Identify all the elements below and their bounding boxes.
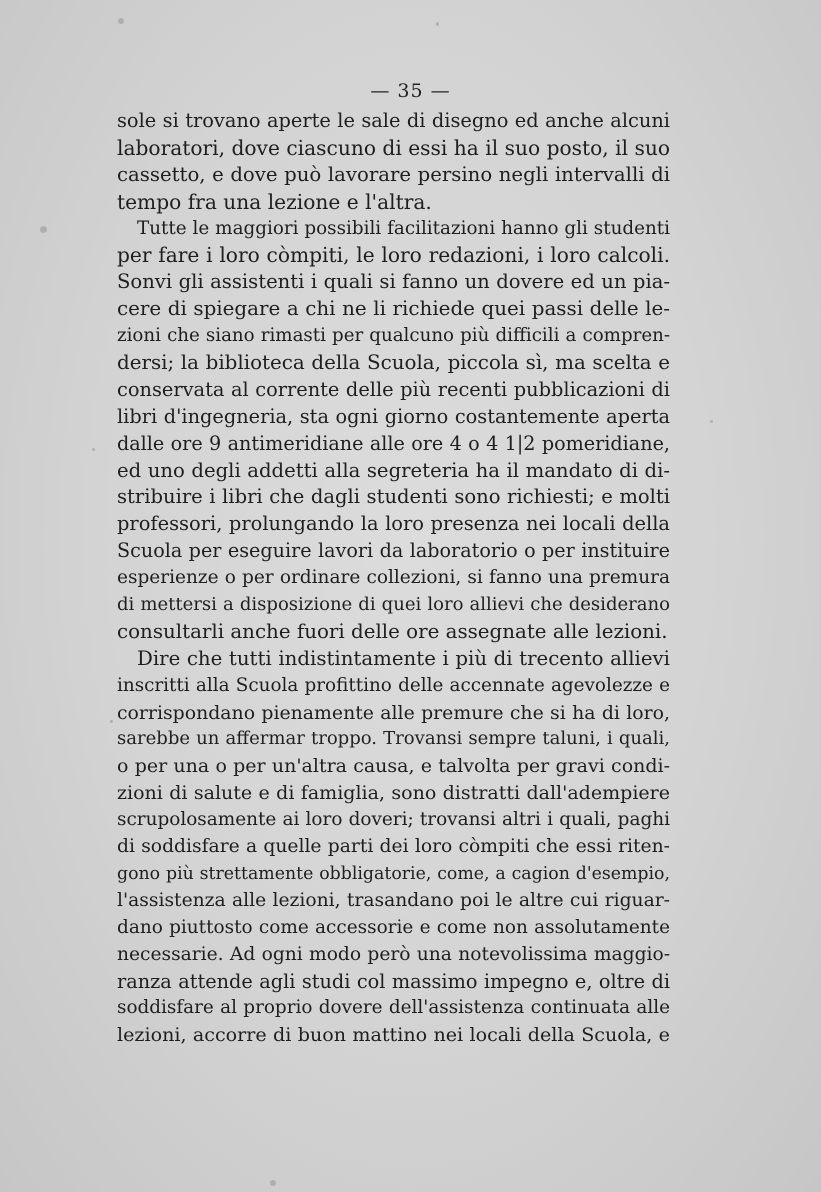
paper-speck [110, 720, 113, 723]
text-line: dersi; la biblioteca della Scuola, piccola sì, ma scelta e [117, 351, 670, 375]
text-line: necessarie. Ad ogni modo però una notevolissima maggio- [117, 943, 670, 965]
text-line: cassetto, e dove può lavorare persino negli intervalli di [117, 162, 670, 186]
text-line: esperienze o per ordinare collezioni, si fanno una premura [117, 567, 670, 589]
text-line: per fare i loro còmpiti, le loro redazioni, i loro calcoli. [117, 243, 670, 268]
text-line: Sonvi gli assistenti i quali si fanno un dovere ed un pia- [117, 270, 670, 294]
paper-speck [92, 448, 95, 451]
text-line: professori, prolungando la loro presenza nei locali della [117, 512, 670, 536]
paper-speck [118, 18, 124, 24]
text-line: l'assistenza alle lezioni, trasandano poi le altre cui riguar- [117, 889, 670, 911]
text-line: Tutte le maggiori possibili facilitazioni hanno gli studenti [137, 217, 670, 239]
text-line: corrispondano pienamente alle premure che si ha di loro, [117, 701, 670, 724]
text-line: o per una o per un'altra causa, e talvolta per gravi condi- [117, 755, 670, 778]
text-line: tempo fra una lezione e l'altra. [117, 189, 432, 214]
text-line: Scuola per eseguire lavori da laboratorio o per instituire [117, 539, 670, 563]
paper-speck [270, 1180, 276, 1186]
paragraph [117, 108, 670, 216]
body-text [117, 108, 670, 1049]
text-line: lezioni, accorre di buon mattino nei locali della Scuola, e [117, 1023, 670, 1047]
paper-speck [436, 22, 439, 26]
text-line: sarebbe un affermar troppo. Trovansi sempre taluni, i quali, [117, 728, 670, 750]
text-line: ranza attende agli studi col massimo impegno e, oltre di [117, 969, 670, 993]
text-line: conservata al corrente delle più recenti pubblicazioni di [117, 377, 670, 401]
text-line: zioni di salute e di famiglia, sono distratti dall'adempiere [117, 782, 670, 805]
text-line: inscritti alla Scuola profittino delle accennate agevolezze e [117, 674, 670, 696]
paragraph [117, 216, 670, 646]
paragraph [117, 646, 670, 1049]
paper-speck [40, 226, 47, 233]
text-line: scrupolosamente ai loro doveri; trovansi altri i quali, paghi [117, 809, 670, 831]
text-line: libri d'ingegneria, sta ogni giorno costantemente aperta [117, 404, 670, 428]
text-line: dalle ore 9 antimeridiane alle ore 4 o 4 1|2 pomeridiane, [117, 431, 670, 455]
text-line: zioni che siano rimasti per qualcuno più difficili a compren- [117, 325, 670, 347]
text-line: gono più strettamente obbligatorie, come, a cagion d'esempio, [117, 863, 670, 884]
text-line: cere di spiegare a chi ne li richiede quei passi delle le- [117, 297, 670, 321]
paper-speck [710, 420, 713, 423]
text-line: ed uno degli addetti alla segreteria ha il mandato di di- [117, 458, 670, 482]
page-number: — 35 — [370, 80, 451, 102]
text-line: soddisfare al proprio dovere dell'assistenza continuata alle [117, 997, 670, 1019]
text-line: sole si trovano aperte le sale di disegno ed anche alcuni [117, 109, 670, 132]
text-line: Dire che tutti indistintamente i più di trecento allievi [137, 646, 670, 670]
text-line: dano piuttosto come accessorie e come non assolutamente [117, 916, 670, 938]
text-line: consultarli anche fuori delle ore assegnate alle lezioni. [117, 619, 668, 643]
text-line: di mettersi a disposizione di quei loro allievi che desiderano [117, 594, 670, 616]
text-line: di soddisfare a quelle parti dei loro còmpiti che essi riten- [117, 836, 670, 858]
text-line: laboratori, dove ciascuno di essi ha il suo posto, il suo [117, 135, 670, 160]
text-line: stribuire i libri che dagli studenti sono richiesti; e molti [117, 485, 670, 509]
